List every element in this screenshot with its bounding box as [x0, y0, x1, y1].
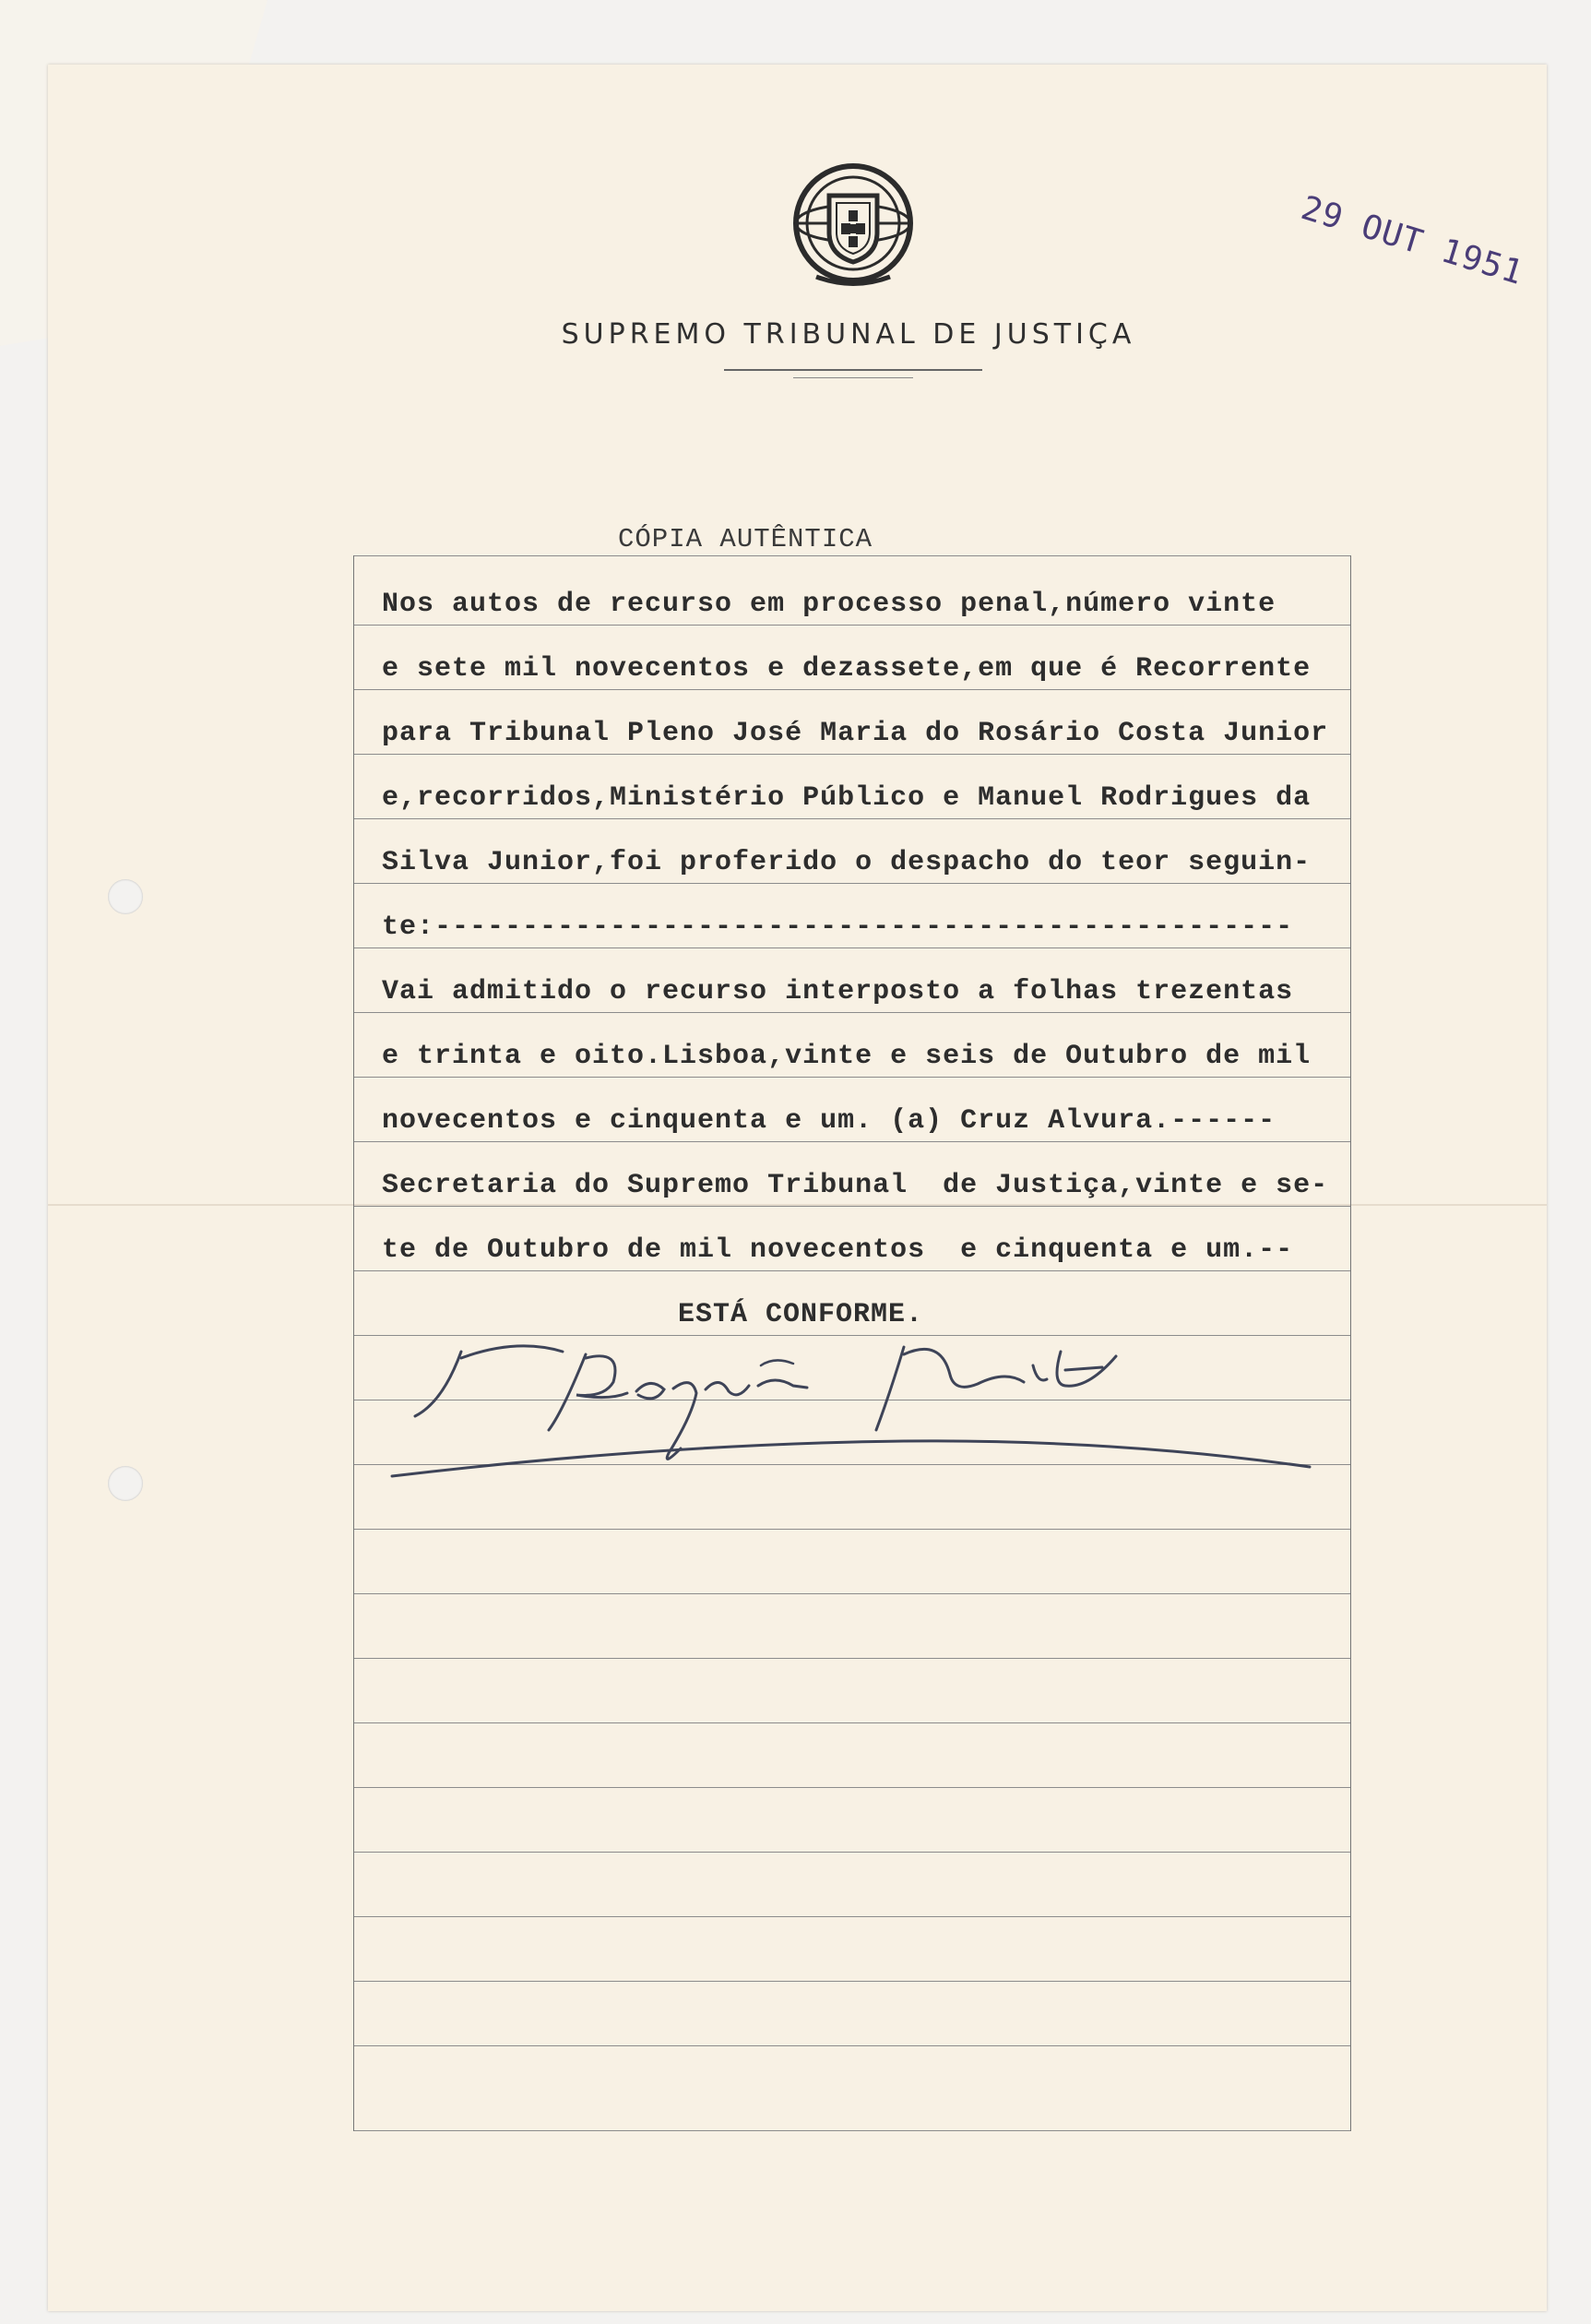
- form-rule: [354, 1787, 1350, 1788]
- body-line: e,recorridos,Ministério Público e Manuel Rodrigues da: [382, 782, 1312, 814]
- form-rule: [354, 555, 1350, 556]
- form-rule: [354, 1722, 1350, 1723]
- form-rule: [354, 2045, 1350, 2046]
- punch-hole-bottom: [108, 1466, 143, 1501]
- form-rule: [354, 1012, 1350, 1013]
- form-rule: [354, 883, 1350, 884]
- body-line: Secretaria do Supremo Tribunal de Justiça,vinte e se-: [382, 1170, 1329, 1201]
- form-rule: [354, 1852, 1350, 1853]
- body-line: e sete mil novecentos e dezassete,em que é Recorrente: [382, 653, 1312, 685]
- form-rule: [354, 1916, 1350, 1917]
- title-underline: [724, 369, 982, 371]
- date-stamp: 29 OUT 1951: [1297, 189, 1528, 293]
- body-line: Silva Junior,foi proferido o despacho do teor seguin-: [382, 847, 1312, 878]
- form-rule: [354, 754, 1350, 755]
- form-rule: [354, 1593, 1350, 1594]
- document-title: CÓPIA AUTÊNTICA: [618, 524, 873, 554]
- court-name: SUPREMO TRIBUNAL DE JUSTIÇA: [561, 318, 1136, 351]
- form-rule: [354, 1981, 1350, 1982]
- title-underline-short: [793, 377, 913, 378]
- form-rule: [354, 689, 1350, 690]
- body-line: Vai admitido o recurso interposto a folhas trezentas: [382, 976, 1294, 1007]
- form-rule: [354, 1141, 1350, 1142]
- body-line: para Tribunal Pleno José Maria do Rosário Costa Junior: [382, 718, 1329, 749]
- form-rule: [354, 818, 1350, 819]
- body-line: Nos autos de recurso em processo penal,número vinte: [382, 589, 1276, 620]
- form-rule: [354, 1206, 1350, 1207]
- form-rule: [354, 625, 1350, 626]
- form-rule: [354, 947, 1350, 948]
- form-rule: [354, 1270, 1350, 1271]
- portuguese-coat-of-arms-icon: [789, 157, 918, 291]
- signature-underline: [387, 1430, 1319, 1485]
- punch-hole-top: [108, 879, 143, 914]
- form-rule: [354, 2130, 1350, 2131]
- form-rule: [354, 1529, 1350, 1530]
- body-line: te de Outubro de mil novecentos e cinquenta e um.--: [382, 1234, 1294, 1266]
- body-line: novecentos e cinquenta e um. (a) Cruz Alvura.------: [382, 1105, 1276, 1137]
- body-line: te:-------------------------------------------------: [382, 912, 1294, 943]
- body-line: e trinta e oito.Lisboa,vinte e seis de Outubro de mil: [382, 1041, 1312, 1072]
- form-rule: [354, 1658, 1350, 1659]
- closing-text: ESTÁ CONFORME.: [678, 1299, 924, 1330]
- form-rule: [354, 1077, 1350, 1078]
